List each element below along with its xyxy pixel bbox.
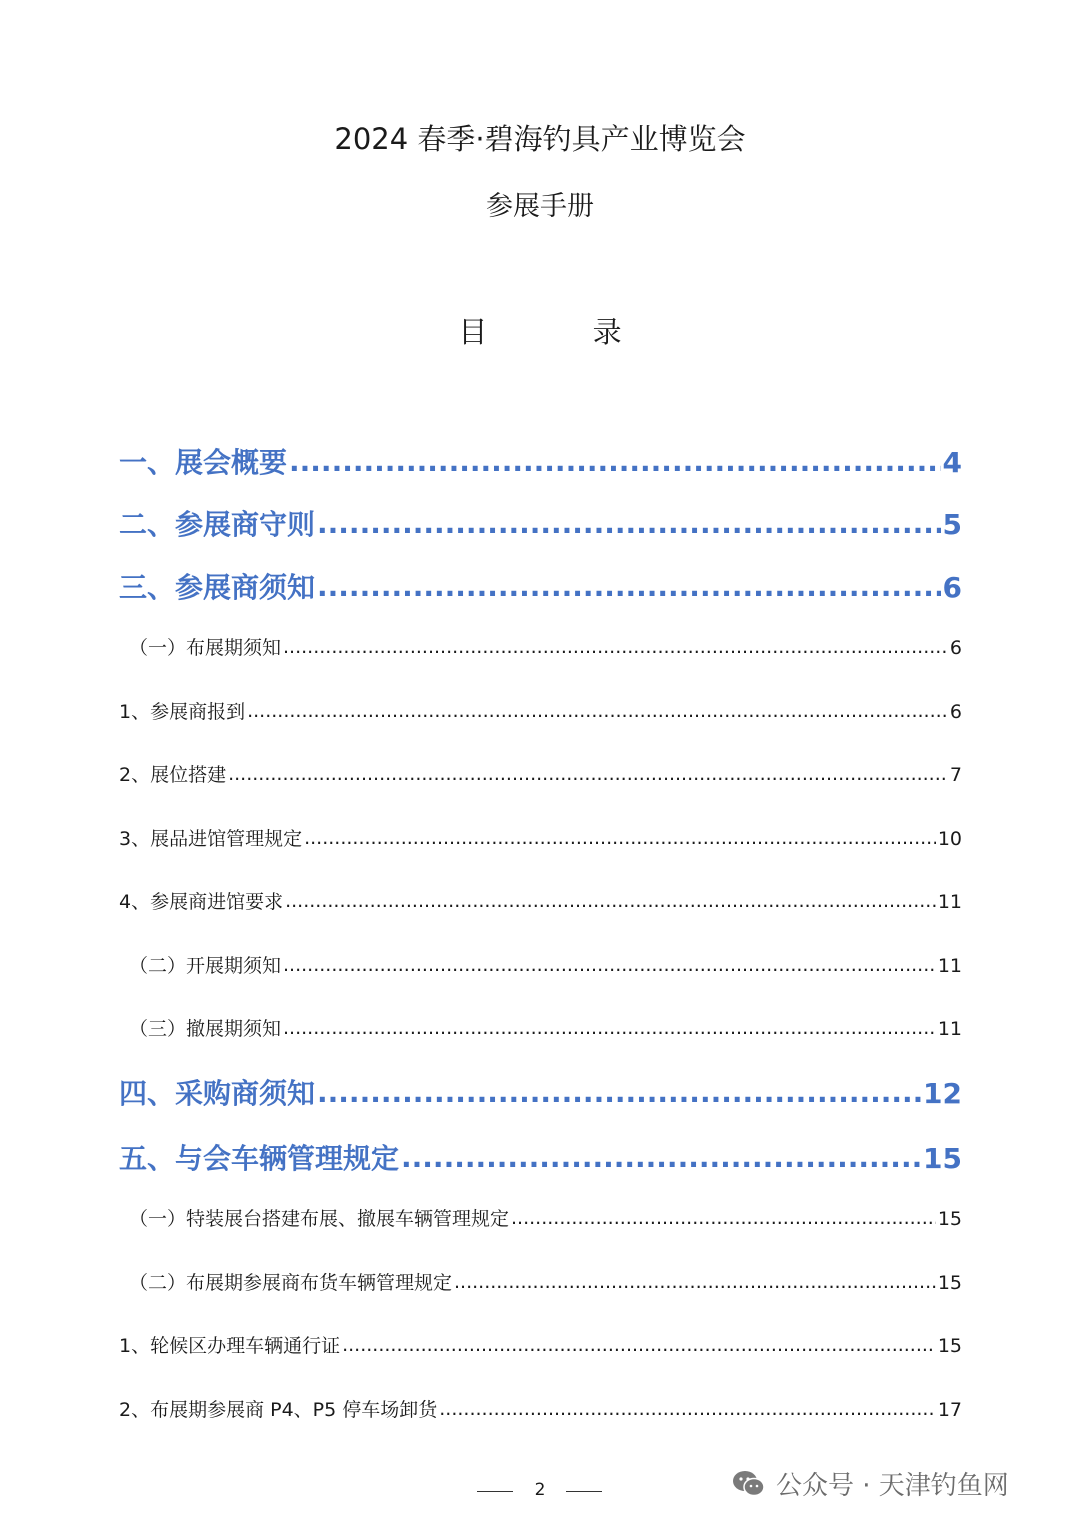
toc-leader-dots [317, 569, 941, 597]
toc-leader-dots [342, 1333, 936, 1352]
toc-entry[interactable] [119, 951, 962, 978]
toc-entry-label: 1、参展商报到 [119, 701, 246, 723]
toc-entry[interactable] [119, 633, 962, 660]
toc-entry[interactable] [119, 697, 962, 724]
toc-entry-label: （一）特装展台搭建布展、撤展车辆管理规定 [129, 1208, 510, 1230]
toc-entry-label: 3、展品进馆管理规定 [119, 828, 303, 850]
toc-entry-label: 4、参展商进馆要求 [119, 891, 284, 913]
toc-entry-page: 11 [937, 955, 962, 977]
toc-leader-dots [289, 444, 941, 472]
watermark [732, 1465, 1009, 1502]
document-subtitle: 参展手册 [486, 191, 594, 222]
toc-entry-page: 6 [949, 637, 962, 659]
toc-entry-label: 五、与会车辆管理规定 [119, 1142, 400, 1175]
toc-entry-page: 5 [942, 508, 962, 541]
toc-entry-page: 15 [937, 1272, 962, 1294]
toc-entry-page: 10 [937, 828, 962, 850]
footer-rule-left [477, 1491, 513, 1492]
toc-entry-page: 12 [923, 1077, 962, 1110]
toc-entry-label: 1、轮候区办理车辆通行证 [119, 1335, 341, 1357]
toc-entry-page: 4 [942, 446, 962, 479]
toc-entry[interactable] [119, 1331, 962, 1358]
toc-entry[interactable] [119, 1268, 962, 1295]
toc-leader-dots [228, 762, 948, 781]
toc-leader-dots [317, 1075, 921, 1103]
toc-leader-dots [304, 826, 936, 845]
toc-entry-label: （三）撤展期须知 [129, 1018, 282, 1040]
footer-rule-right [566, 1491, 602, 1492]
toc-entry[interactable] [119, 1204, 962, 1231]
toc-entry-page: 7 [949, 764, 962, 786]
toc-leader-dots [285, 889, 936, 908]
toc-leader-dots [283, 635, 948, 654]
toc-entry[interactable] [119, 824, 962, 851]
toc-entry-label: 三、参展商须知 [119, 571, 316, 604]
toc-entry-page: 6 [942, 571, 962, 604]
toc-entry-label: （一）布展期须知 [129, 637, 282, 659]
toc-leader-dots [283, 1016, 936, 1035]
toc-leader-dots [439, 1397, 936, 1416]
toc-entry[interactable] [119, 441, 962, 481]
toc-entry-label: 一、展会概要 [119, 446, 288, 479]
toc-leader-dots [401, 1140, 921, 1168]
toc-entry[interactable] [119, 1395, 962, 1422]
toc-entry[interactable] [119, 1072, 962, 1112]
toc-entry-page: 17 [937, 1399, 962, 1421]
toc-entry-page: 11 [937, 891, 962, 913]
toc-heading: 目 录 [458, 315, 670, 349]
toc-entry-page: 6 [949, 701, 962, 723]
toc-leader-dots [511, 1206, 936, 1225]
toc-entry[interactable] [119, 887, 962, 914]
toc-entry[interactable] [119, 1014, 962, 1041]
toc-entry[interactable] [119, 566, 962, 606]
page-number: 2 [534, 1480, 546, 1500]
toc-leader-dots [283, 953, 936, 972]
toc-leader-dots [454, 1270, 936, 1289]
toc-entry[interactable] [119, 503, 962, 543]
toc-entry-label: 2、展位搭建 [119, 764, 227, 786]
toc-entry-label: （二）开展期须知 [129, 955, 282, 977]
toc-entry-page: 15 [937, 1335, 962, 1357]
toc-entry-label: 二、参展商守则 [119, 508, 316, 541]
toc-entry-label: 2、布展期参展商 P4、P5 停车场卸货 [119, 1399, 438, 1421]
toc-entry[interactable] [119, 760, 962, 787]
toc-entry-label: （二）布展期参展商布货车辆管理规定 [129, 1272, 453, 1294]
toc-entry-page: 15 [923, 1142, 962, 1175]
toc-entry-page: 15 [937, 1208, 962, 1230]
watermark-text: 公众号 · 天津钓鱼网 [776, 1471, 1009, 1501]
toc-leader-dots [317, 506, 941, 534]
toc-leader-dots [247, 699, 948, 718]
document-title: 2024 春季·碧海钓具产业博览会 [334, 122, 746, 156]
toc-entry-label: 四、采购商须知 [119, 1077, 316, 1110]
toc-entry[interactable] [119, 1137, 962, 1177]
wechat-icon [732, 1470, 766, 1498]
toc-entry-page: 11 [937, 1018, 962, 1040]
